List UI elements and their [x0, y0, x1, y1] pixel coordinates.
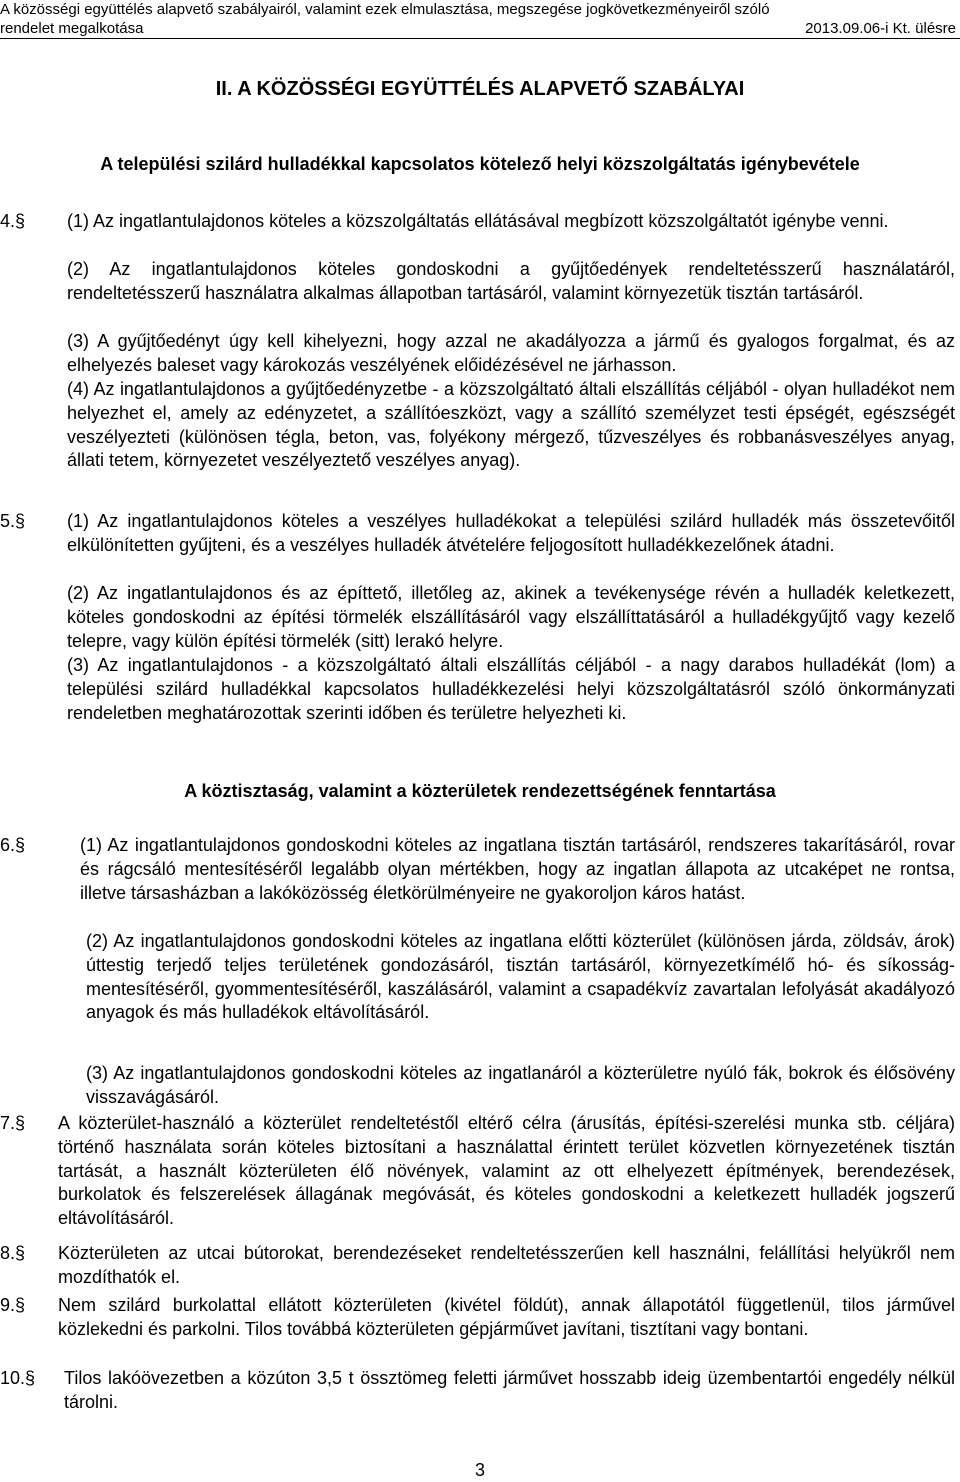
section-heading-2: A köztisztaság, valamint a közterületek rendezettségének fenntartása: [184, 781, 776, 801]
section-8-para-1: Közterületen az utcai bútorokat, berendezéseket rendeltetésszerűen kell használni, felállítási helyükről nem mozdíthatók el.: [58, 1243, 955, 1287]
section-7-number: 7.§: [0, 1113, 26, 1133]
section-4-para-4: (4) Az ingatlantulajdonos a gyűjtőedényzetbe - a közszolgáltató általi elszállítás céljából - olyan hulladékot nem helyezhet el, amely az edényzetet, a szállítóeszközt, vagy a szállító személyzet testi épségét, egészségét veszélyezteti (különösen tégla, beton, vas, folyékony mérgező, tűzveszélyes és robbanásveszélyes anyag, állati tetem, környezetet veszélyeztető veszélyes anyag).: [67, 379, 955, 471]
section-5-para-2: (2) Az ingatlantulajdonos és az építtető, illetőleg az, akinek a tevékenysége révén a hulladék keletkezett, köteles gondoskodni az építési törmelék elszállításáról vagy elszállíttatásáról a hulladékgyűjtő vagy kezelő telepre, vagy külön építési törmelék (sitt) lerakó helyre.: [67, 583, 955, 651]
section-6-number: 6.§: [0, 835, 26, 855]
section-4-para-2: (2) Az ingatlantulajdonos köteles gondoskodni a gyűjtőedények rendeltetésszerű használatáról, rendeltetésszerű használatra alkalmas állapotban tartásáról, valamint környezetük tisztán tartásáról.: [67, 259, 955, 303]
section-6-para-2: (2) Az ingatlantulajdonos gondoskodni köteles az ingatlana előtti közterület (különösen járda, zöldsáv, árok) úttestig terjedő teljes területének gondozásáról, tisztán tartásáról, környezetkímélő hó- és síkosság-mentesítéséről, gyommentesítéséről, kaszálásáról, valamint a csapadékvíz zavartalan lefolyását akadályozó anyagok és más hulladékok eltávolításáról.: [86, 931, 955, 1023]
chapter-title: II. A KÖZÖSSÉGI EGYÜTTÉLÉS ALAPVETŐ SZABÁLYAI: [215, 78, 745, 100]
section-8-number: 8.§: [0, 1243, 26, 1263]
section-4-number: 4.§: [0, 211, 26, 231]
section-5-para-1: (1) Az ingatlantulajdonos köteles a veszélyes hulladékokat a települési szilárd hulladék más összetevőitől elkülönítetten gyűjteni, és a veszélyes hulladék átvételére feljogosított hulladékkezelőnek átadni.: [67, 511, 955, 555]
page-header: [0, 0, 960, 39]
header-line-2-left: rendelet megalkotása: [0, 20, 144, 37]
page-number: 3: [474, 1460, 485, 1480]
section-5-para-3: (3) Az ingatlantulajdonos - a közszolgáltató általi elszállítás céljából - a nagy darabos hulladékát (lom) a települési szilárd hulladékkal kapcsolatos hulladékkezelési helyi közszolgáltatásról szóló önkormányzati rendeletben meghatározottak szerinti időben és területre helyezheti ki.: [67, 655, 955, 723]
section-subtitle: A települési szilárd hulladékkal kapcsolatos kötelező helyi közszolgáltatás igénybevétele: [100, 154, 860, 174]
section-6-para-1: (1) Az ingatlantulajdonos gondoskodni köteles az ingatlana tisztán tartásáról, rendszeres takarításáról, rovar és rágcsáló mentesítéséről legalább olyan mértékben, hogy az ingatlan állapota az utcaképet ne rontsa, illetve társasházban a lakóközösség életkörülményeire ne gyakoroljon káros hatást.: [80, 835, 955, 903]
section-9-number: 9.§: [0, 1295, 26, 1315]
section-5-number: 5.§: [0, 511, 26, 531]
header-line-1: A közösségi együttélés alapvető szabályairól, valamint ezek elmulasztása, megszegése jogkövetkezményeiről szóló: [0, 1, 770, 18]
section-4-para-3: (3) A gyűjtőedényt úgy kell kihelyezni, hogy azzal ne akadályozza a jármű és gyalogos forgalmat, és az elhelyezés baleset vagy károkozás veszélyének előidézésével ne járhasson.: [67, 331, 955, 375]
section-10-para-1: Tilos lakóövezetben a közúton 3,5 t össztömeg feletti járművet hosszabb ideig üzembentartói engedély nélkül tárolni.: [64, 1368, 955, 1412]
section-4-para-1: (1) Az ingatlantulajdonos köteles a közszolgáltatás ellátásával megbízott közszolgáltatót igénybe venni.: [67, 211, 889, 231]
section-10-number: 10.§: [0, 1368, 36, 1388]
header-line-2-right: 2013.09.06-i Kt. ülésre: [805, 20, 956, 37]
section-7-para-1: A közterület-használó a közterület rendeltetéstől eltérő célra (árusítás, építési-szerelési munka stb. céljára) történő használata során köteles biztosítani a használattal érintett terület közvetlen környezetének tisztán tartását, a használt közterületen élő növények, valamint az ott elhelyezett építmények, berendezések, burkolatok és felszerelések állagának megóvását, és köteles gondoskodni a keletkezett hulladék jogszerű eltávolításáról.: [58, 1113, 955, 1229]
section-6-para-3: (3) Az ingatlantulajdonos gondoskodni köteles az ingatlanáról a közterületre nyúló fák, bokrok és élősövény visszavágásáról.: [86, 1063, 955, 1107]
section-9-para-1: Nem szilárd burkolattal ellátott közterületen (kivétel földút), annak állapotától függetlenül, tilos járművel közlekedni és parkolni. Tilos továbbá közterületen gépjárművet javítani, tisztítani vagy bontani.: [58, 1295, 955, 1339]
